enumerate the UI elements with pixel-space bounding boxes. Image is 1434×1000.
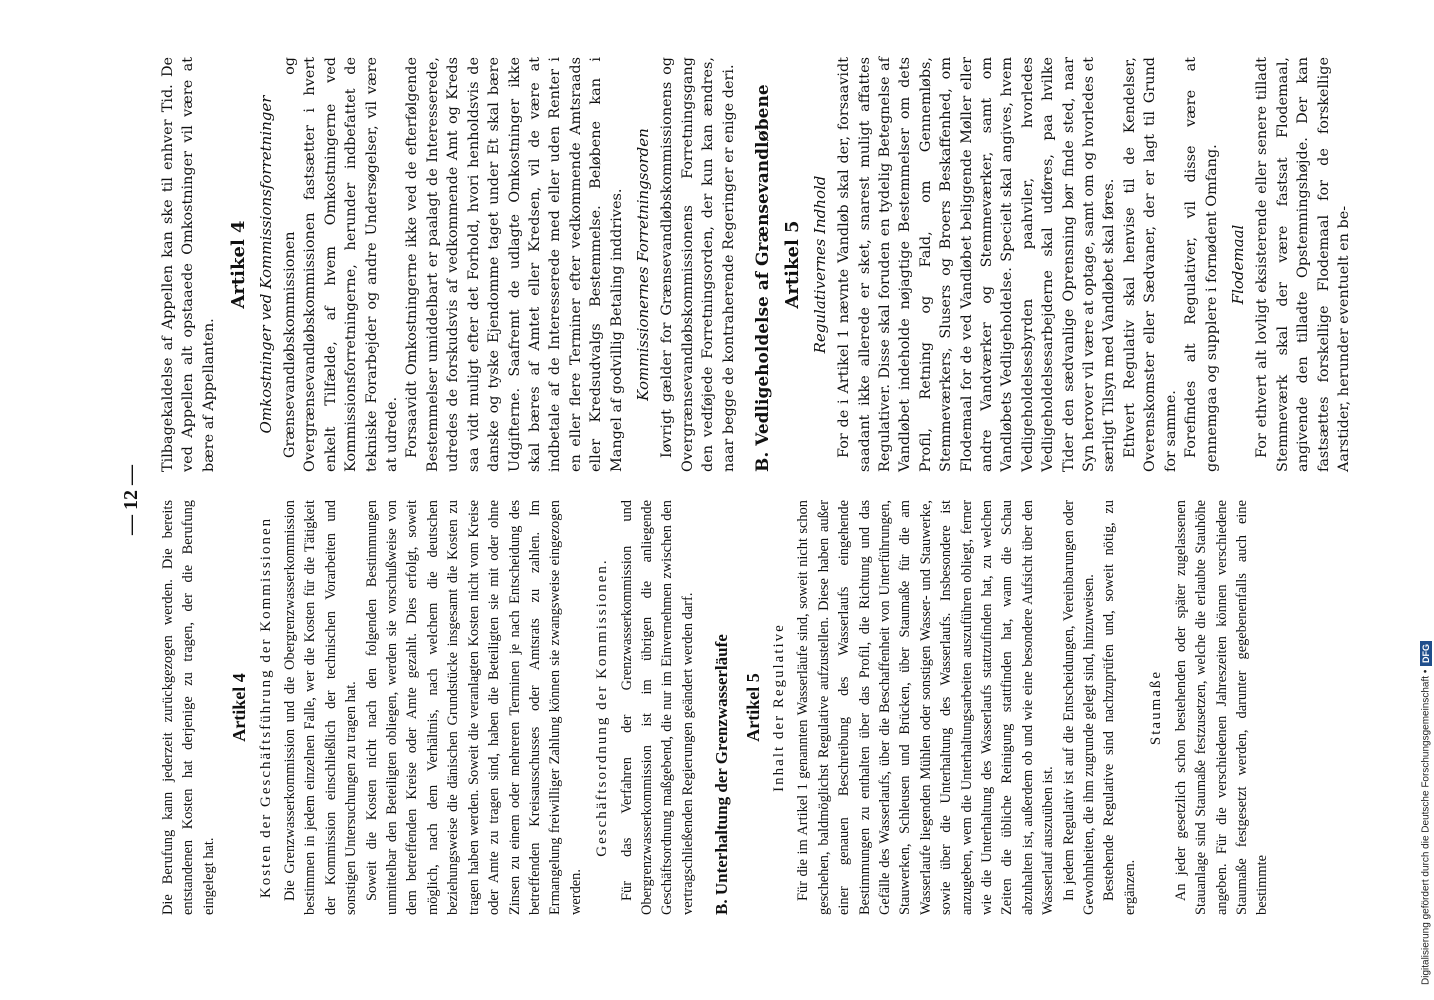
danish-column <box>158 57 1354 472</box>
danish-article-5-subheading-flodemaal: Flodemaal <box>1228 224 1247 305</box>
danish-article-5-subheading-content: Regulativernes Indhold <box>810 175 829 354</box>
german-article-4-paragraph-2: Soweit die Kosten nicht nach den folgenden Bestimmungen unmittelbar den Beteiligten obliegen, werden sie vorschußweise von dem betreffenden Kreise oder Amte gezahlt. Dies erfolgt, soweit möglich, nach dem Verhältnis, nach welchem die deutschen beziehungsweise die dänischen Grundstücke insgesamt die Kosten zu tragen haben werden. Soweit die veranlagten Kosten nicht vom Kreise oder Amte zu tragen sind, haben die Beteiligten sie mit oder ohne Zinsen zu einem oder mehreren Terminen je nach Entscheidung des betreffenden Kreisausschusses oder Amtsrats zu zahlen. Im Ermangelung freiwilliger Zahlung können sie zwangsweise eingezogen werden. <box>363 500 584 915</box>
german-article-4-subheading-costs: Kosten der Geschäftsführung der Kommissionen <box>257 516 274 899</box>
danish-section-b-heading: B. Vedligeholdelse af Grænsevandløbene <box>752 84 773 472</box>
danish-article-4-paragraph-1: Grænsevandløbskommissionen og Overgrænsevandløbskommissionen fastsætter i hvert enkelt Tilfælde, af hvem Omkostningerne ved Kommissionsforretningerne, herunder indbefattet de tekniske Forarbejder og andre Undersøgelser, vil være at udrede. <box>282 57 401 472</box>
page-number: — 12 — <box>120 465 142 535</box>
danish-article-4-paragraph-2: Forsaavidt Omkostningerne ikke ved de efterfølgende Bestemmelser umiddelbart er paalagt de Interesserede, udredes de forskudsvis af vedkommende Amt og Kreds saa vidt muligt efter det Forhold, hvori henholdsvis de danske og tyske Ejendomme taget under Et skal bære Udgifterne. Saafremt de udlagte Omkostninger ikke skal bæres af Amtet eller Kredsen, vil de være at indbetale af de Interesserede med eller uden Renter i en eller flere Terminer efter vedkommende Amtsraads eller Kredsudvalgs Bestemmelse. Beløbene kan i Mangel af godvillig Betaling inddrives. <box>404 57 625 472</box>
danish-article-5-paragraph-3: Forefindes alt Regulativer, vil disse være at gennemgaa og supplere i fornødent Omfang. <box>1183 57 1220 472</box>
danish-article-4-subheading-procedure: Kommissionernes Forretningsorden <box>633 128 652 401</box>
german-article-5-subheading-staumasse: Staumaße <box>1148 669 1165 746</box>
digitization-note <box>1420 10 1432 985</box>
danish-article-5-paragraph-4: For ethvert alt lovligt eksisterende eller senere tilladt Stemmeværk skal der være fastsat Flodemaal, angivende den tilladte Opstemningshøjde. Der kan fastsættes forskellige Flodemaal for de forskellige Aarstider, herunder eventuelt en be- <box>1254 57 1352 472</box>
german-article-4-subheading-procedure: Geschäftsordnung der Kommissionen. <box>594 558 611 857</box>
german-article-4-paragraph-1: Die Grenzwasserkommission und die Obergrenzwasserkommission bestimmen in jedem einzelnen Falle, wer die Kosten für die Tätigkeit der Kommission einschließlich der technischen Vorarbeiten und sonstigen Untersuchungen zu tragen hat. <box>282 500 360 915</box>
german-article-5-paragraph-4: An jeder gesetzlich schon bestehenden oder später zugelassenen Stauanlage sind Staumaße festzusetzen, welche die erlaubte Stauhöhe angeben. Für die verschiedenen Jahreszeiten können verschiedene Staumaße festgesetzt werden, darunter gegebenenfalls auch eine bestimmte <box>1172 500 1271 915</box>
danish-article-5-heading: Artikel 5 <box>782 220 804 309</box>
german-section-b-heading: B. Unterhaltung der Grenzwasserläufe <box>712 634 732 915</box>
german-article-4-paragraph-3: Für das Verfahren der Grenzwasserkommission und Obergrenzwasserkommission ist im übrigen die anliegende Geschäftsordnung maßgebend, die nur im Einvernehmen zwischen den vertragschließenden Regierungen geändert werden darf. <box>618 500 696 915</box>
danish-article-4-heading: Artikel 4 <box>228 220 250 309</box>
german-article-5-paragraph-2: In jedem Regulativ ist auf die Entscheidungen, Vereinbarungen oder Gewohnheiten, die ihm zugrunde gelegt sind, hinzuweisen. <box>1060 500 1098 915</box>
danish-intro: Tilbagekaldelse af Appellen kan ske til enhver Tid. De ved Appellen alt opstaaede Omkostninger vil være at bære af Appellanten. <box>160 57 217 472</box>
german-column <box>158 500 1273 915</box>
german-article-4-heading: Artikel 4 <box>229 673 250 742</box>
german-article-5-heading: Artikel 5 <box>742 673 763 742</box>
dfg-logo: DFG <box>1420 641 1432 666</box>
danish-article-4-subheading-costs: Omkostninger ved Kommissionsforretninger <box>256 95 275 434</box>
danish-article-5-paragraph-2: Ethvert Regulativ skal henvise til de Kendelser, Overenskomster eller Sædvaner, der er lagt til Grund for samme. <box>1121 57 1179 472</box>
danish-article-4-paragraph-3: Iøvrigt gælder for Grænsevandløbskommissionens og Overgrænsevandløbskommissionens Forretningsgang den vedføjede Forretningsorden, der kun kan ændres, naar begge de kontraherende Regeringer er enige deri. <box>659 57 737 472</box>
german-article-5-subheading-content: Inhalt der Regulative <box>770 623 787 792</box>
danish-article-5-paragraph-1: For de i Artikel 1 nævnte Vandløb skal der, forsaavidt saadant ikke allerede er sket, snarest muligt affattes Regulativer. Disse skal foruden en tydelig Betegnelse af Vandløbet indeholde nøjagtige Bestemmelser om dets Profil, Retning og Fald, om Gennemløbs, Stemmeværkers, Slusers og Broers Beskaffenhed, om Flodemaal for de ved Vandløbet beliggende Møller eller andre Vandværker og Stemmeværker, samt om Vandløbets Vedligeholdelse. Specielt skal angives, hvem Vedligeholdelsesbyrden paahviler, hvorledes Vedligeholdelsesarbejderne skal udføres, paa hvilke Tider den sædvanlige Oprensning bør finde sted, naar Syn herover vil være at optage, samt om og hvorledes et særligt Tilsyn med Vandløbet skal føres. <box>836 57 1118 472</box>
german-article-5-paragraph-3: Bestehende Regulative sind nachzuprüfen und, soweit nötig, zu ergänzen. <box>1101 500 1138 915</box>
document-page <box>50 0 1380 1000</box>
german-intro: Die Berufung kann jederzeit zurückgezogen werden. Die bereits entstandenen Kosten hat derjenige zu tragen, der die Berufung eingelegt hat. <box>160 500 217 915</box>
german-article-5-paragraph-1: Für die im Artikel 1 genannten Wasserläufe sind, soweit nicht schon geschehen, baldmöglichst Regulative aufzustellen. Diese haben außer einer genauen Beschreibung des Wasserlaufs eingehende Bestimmungen zu enthalten über das Profil, die Richtung und das Gefälle des Wasserlaufs, über die Beschaffenheit von Unterführungen, Stauwerken, Schleusen und Brücken, über Staumaße für die am Wasserlaufe liegenden Mühlen oder sonstigen Wasser- und Stauwerke, sowie über die Unterhaltung des Wasserlaufs. Insbesondere ist anzugeben, wem die Unterhaltungsarbeiten auszuführen obliegt, ferner wie die Unterhaltung des Wasserlaufs stattzufinden hat, zu welchen Zeiten die übliche Reinigung stattfinden hat, wann die Schau abzuhalten ist, außerdem ob und wie eine besondere Aufsicht über den Wasserlauf auszuüben ist. <box>795 500 1057 915</box>
digitization-note-text: Digitalisierung gefördert durch die Deutsche Forschungsgemeinschaft • <box>1420 669 1432 985</box>
